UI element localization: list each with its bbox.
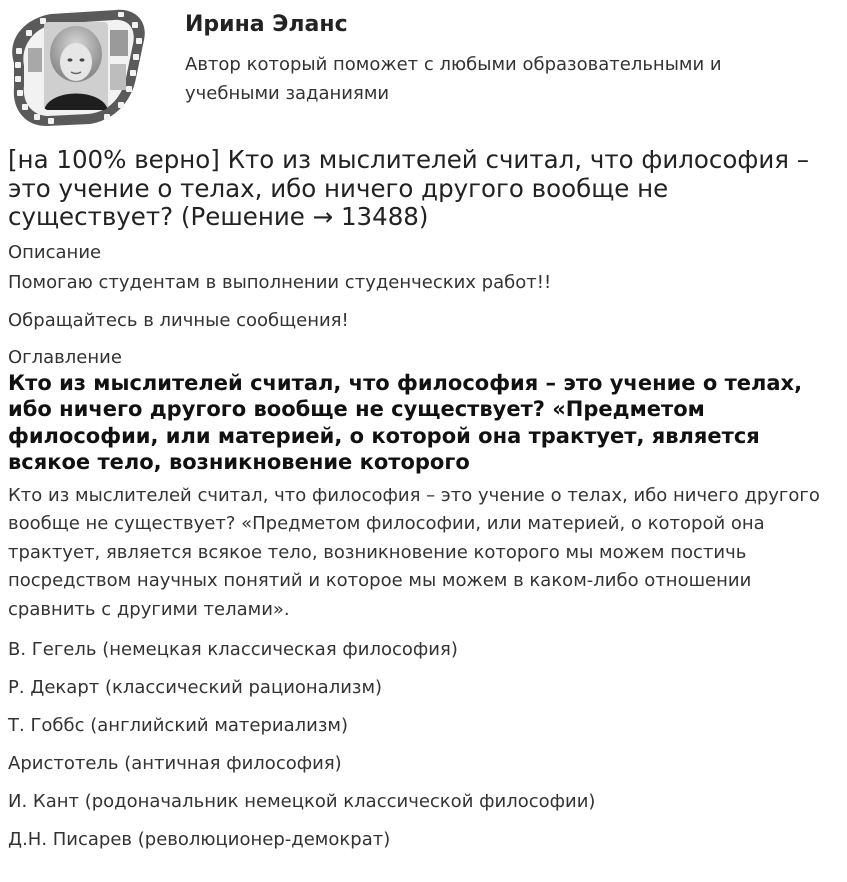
toc-label: Оглавление	[8, 346, 122, 368]
film-frame-avatar-icon	[6, 8, 151, 128]
answer-item: В. Гегель (немецкая классическая философия)	[8, 639, 458, 660]
answer-list	[8, 636, 838, 854]
description-line: Обращайтесь в личные сообщения!	[8, 309, 349, 331]
description-label: Описание	[8, 241, 102, 263]
description-line: Помогаю студентам в выполнении студенческих работ!!	[8, 271, 552, 293]
author-header	[0, 0, 847, 135]
author-bio: Автор который поможет с любыми образовательными и учебными заданиями	[185, 54, 722, 104]
answer-item: Д.Н. Писарев (революционер-демократ)	[8, 829, 391, 850]
answer-item: Аристотель (античная философия)	[8, 753, 342, 774]
author-avatar[interactable]	[6, 8, 151, 128]
document-content	[8, 146, 838, 864]
toc-heading: Кто из мыслителей считал, что философия – это учение о телах, ибо ничего другого вообще не существует? «Предметом философии, или материей, о которой она трактует, является всякое тело, возникновение которого	[8, 370, 803, 474]
answer-item: И. Кант (родоначальник немецкой классической философии)	[8, 791, 596, 812]
answer-item: Т. Гоббс (английский материализм)	[8, 715, 349, 736]
document-title: [на 100% верно] Кто из мыслителей считал, что философия – это учение о телах, ибо ничего другого вообще не существует? (Решение → 13488)	[8, 145, 810, 231]
question-text: Кто из мыслителей считал, что философия – это учение о телах, ибо ничего другого вообще не существует? «Предметом философии, или материей, о которой она трактует, является всякое тело, возникновение которого мы можем постичь посредством научных понятий и которое мы можем в каком-либо отношении сравнить с другими телами».	[8, 484, 820, 620]
author-name[interactable]: Ирина Эланс	[185, 12, 348, 37]
answer-item: Р. Декарт (классический рационализм)	[8, 677, 383, 698]
